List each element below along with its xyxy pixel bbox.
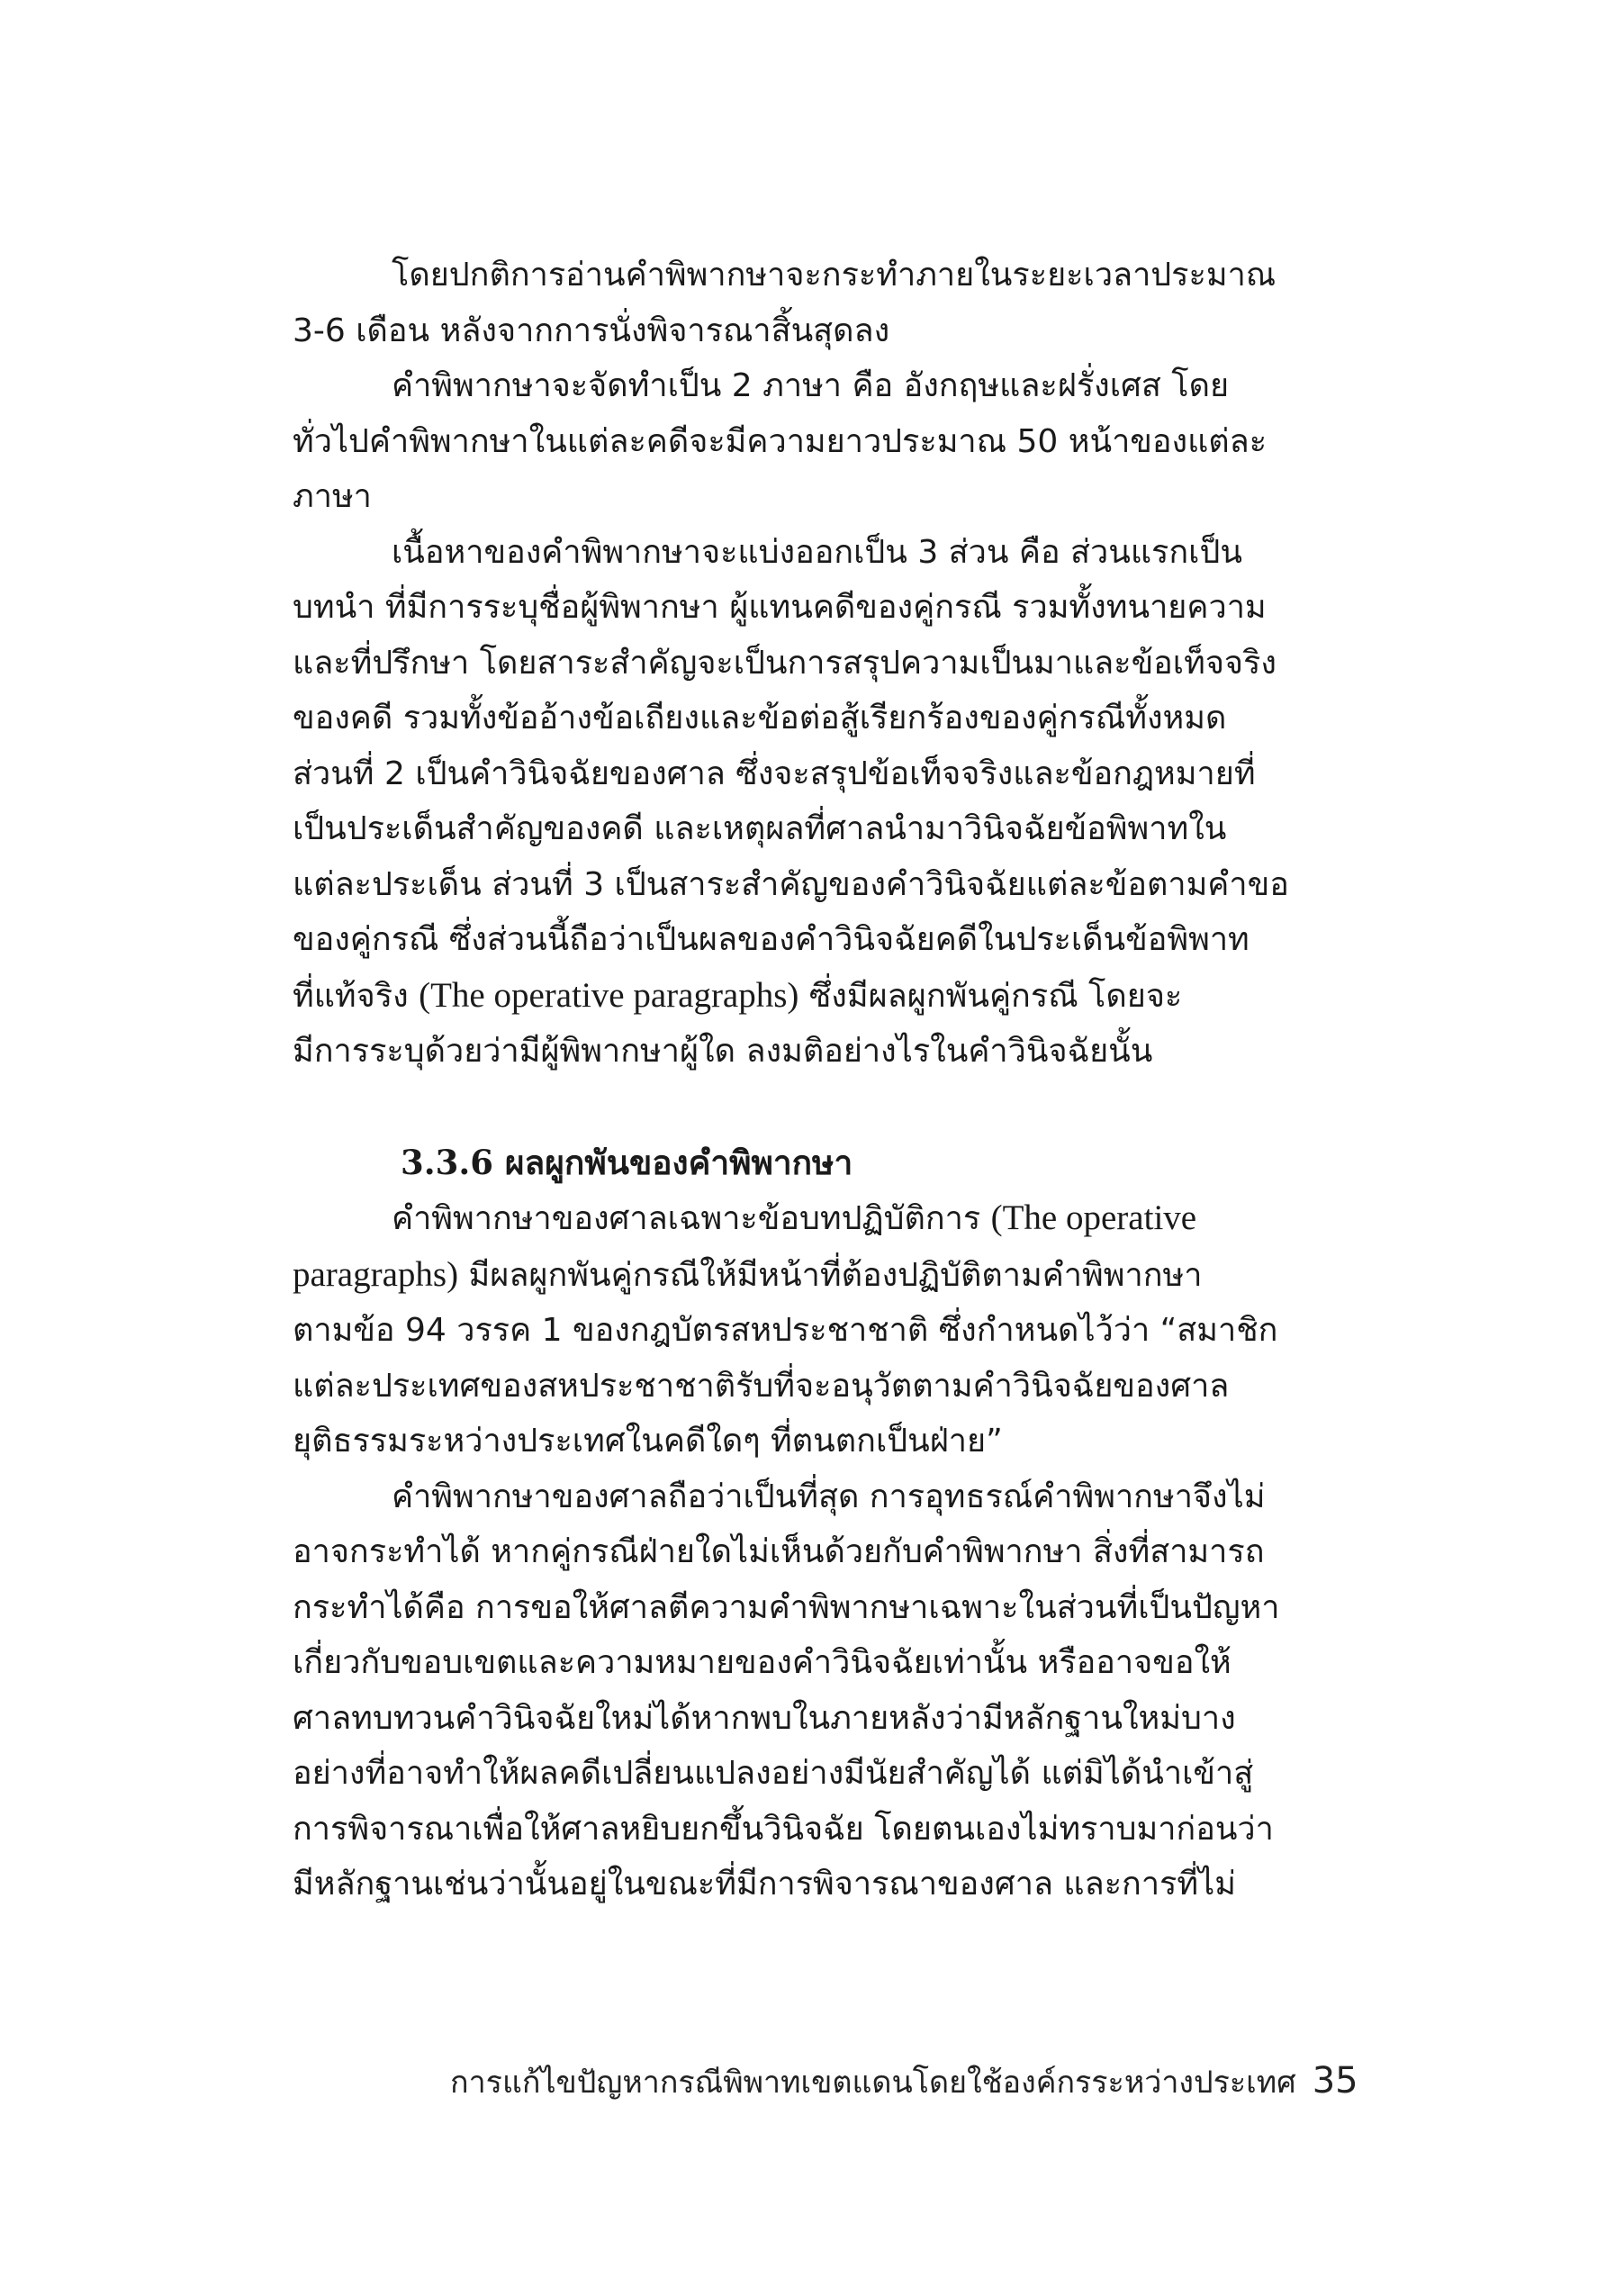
paragraph-judgment-languages bbox=[293, 358, 1337, 525]
text-line: แต่ละประเด็น ส่วนที่ 3 เป็นสาระสำคัญของคำวินิจฉัยแต่ละข้อตามคำขอ bbox=[293, 865, 1289, 903]
running-title: การแก้ไขปัญหากรณีพิพาทเขตแดนโดยใช้องค์กรระหว่างประเทศ bbox=[450, 2065, 1296, 2101]
page-number: 35 bbox=[1312, 2060, 1358, 2102]
paragraph-judgment-structure bbox=[293, 525, 1337, 1080]
section-spacer bbox=[293, 1080, 1337, 1135]
paragraph-reading-timing bbox=[293, 248, 1337, 358]
text-line: ศาลทบทวนคำวินิจฉัยใหม่ได้หากพบในภายหลังว่ามีหลักฐานใหม่บาง bbox=[293, 1699, 1236, 1737]
text-line: ยุติธรรมระหว่างประเทศในคดีใดๆ ที่ตนตกเป็นฝ่าย” bbox=[293, 1423, 1003, 1460]
text-line: บทนำ ที่มีการระบุชื่อผู้พิพากษา ผู้แทนคดีของคู่กรณี รวมทั้งทนายความ bbox=[293, 589, 1267, 626]
text-line: มีการระบุด้วยว่ามีผู้พิพากษาผู้ใด ลงมติอย่างไรในคำวินิจฉัยนั้น bbox=[293, 1033, 1153, 1070]
text-line: และที่ปรึกษา โดยสาระสำคัญจะเป็นการสรุปความเป็นมาและข้อเท็จจริง bbox=[293, 644, 1277, 682]
section-heading: 3.3.6 ผลผูกพันของคำพิพากษา bbox=[401, 1142, 853, 1182]
text-line: 3-6 เดือน หลังจากการนั่งพิจารณาสิ้นสุดลง bbox=[293, 312, 890, 349]
text-line: อาจกระทำได้ หากคู่กรณีฝ่ายใดไม่เห็นด้วยกับคำพิพากษา สิ่งที่สามารถ bbox=[293, 1533, 1265, 1570]
text-line: ตามข้อ 94 วรรค 1 ของกฎบัตรสหประชาชาติ ซึ่งกำหนดไว้ว่า “สมาชิก bbox=[293, 1312, 1278, 1349]
body-text bbox=[293, 248, 1337, 1912]
text-line-operative bbox=[293, 968, 1337, 1025]
text-line: เป็นประเด็นสำคัญของคดี และเหตุผลที่ศาลนำมาวินิจฉัยข้อพิพาทใน bbox=[293, 810, 1227, 847]
page-footer bbox=[450, 2057, 1358, 2106]
text-line: ของคู่กรณี ซึ่งส่วนนี้ถือว่าเป็นผลของคำวินิจฉัยคดีในประเด็นข้อพิพาท bbox=[293, 921, 1250, 958]
paragraph-binding-effect bbox=[293, 1190, 1337, 1469]
text-line: กระทำได้คือ การขอให้ศาลตีความคำพิพากษาเฉพาะในส่วนที่เป็นปัญหา bbox=[293, 1588, 1280, 1626]
thai-run: ที่แท้จริง bbox=[293, 977, 420, 1015]
english-term: (The operative bbox=[990, 1198, 1197, 1237]
text-line: ทั่วไปคำพิพากษาในแต่ละคดีจะมีความยาวประมาณ 50 หน้าของแต่ละ bbox=[293, 422, 1268, 460]
text-line: มีหลักฐานเช่นว่านั้นอยู่ในขณะที่มีการพิจารณาของศาล และการที่ไม่ bbox=[293, 1866, 1236, 1903]
english-term: paragraphs) bbox=[293, 1254, 459, 1294]
paragraph-finality bbox=[293, 1469, 1337, 1912]
text-line: โดยปกติการอ่านคำพิพากษาจะกระทำภายในระยะเวลาประมาณ bbox=[392, 257, 1277, 294]
thai-run: มีผลผูกพันคู่กรณีให้มีหน้าที่ต้องปฏิบัติตามคำพิพากษา bbox=[458, 1256, 1203, 1294]
thai-run: คำพิพากษาของศาลเฉพาะข้อบทปฏิบัติการ bbox=[392, 1200, 991, 1237]
text-line: ส่วนที่ 2 เป็นคำวินิจฉัยของศาล ซึ่งจะสรุปข้อเท็จจริงและข้อกฎหมายที่ bbox=[293, 755, 1256, 792]
text-line: คำพิพากษาจะจัดทำเป็น 2 ภาษา คือ อังกฤษและฝรั่งเศส โดย bbox=[392, 367, 1230, 404]
thai-run: ซึ่งมีผลผูกพันคู่กรณี โดยจะ bbox=[798, 977, 1183, 1015]
text-line: คำพิพากษาของศาลถือว่าเป็นที่สุด การอุทธรณ์คำพิพากษาจึงไม่ bbox=[392, 1478, 1266, 1515]
text-line: อย่างที่อาจทำให้ผลคดีเปลี่ยนแปลงอย่างมีนัยสำคัญได้ แต่มิได้นำเข้าสู่ bbox=[293, 1755, 1254, 1792]
text-line: เนื้อหาของคำพิพากษาจะแบ่งออกเป็น 3 ส่วน คือ ส่วนแรกเป็น bbox=[392, 533, 1242, 571]
text-line: ของคดี รวมทั้งข้ออ้างข้อเถียงและข้อต่อสู้เรียกร้องของคู่กรณีทั้งหมด bbox=[293, 700, 1227, 737]
text-line: การพิจารณาเพื่อให้ศาลหยิบยกขึ้นวินิจฉัย โดยตนเองไม่ทราบมาก่อนว่า bbox=[293, 1810, 1274, 1848]
english-term: (The operative paragraphs) bbox=[419, 975, 799, 1015]
text-line-operative bbox=[293, 1190, 1337, 1247]
text-line-operative bbox=[293, 1247, 1337, 1304]
text-line: ภาษา bbox=[293, 478, 372, 515]
text-line: แต่ละประเทศของสหประชาชาติรับที่จะอนุวัตตามคำวินิจฉัยของศาล bbox=[293, 1367, 1230, 1405]
text-line: เกี่ยวกับขอบเขตและความหมายของคำวินิจฉัยเท่านั้น หรืออาจขอให้ bbox=[293, 1644, 1232, 1681]
